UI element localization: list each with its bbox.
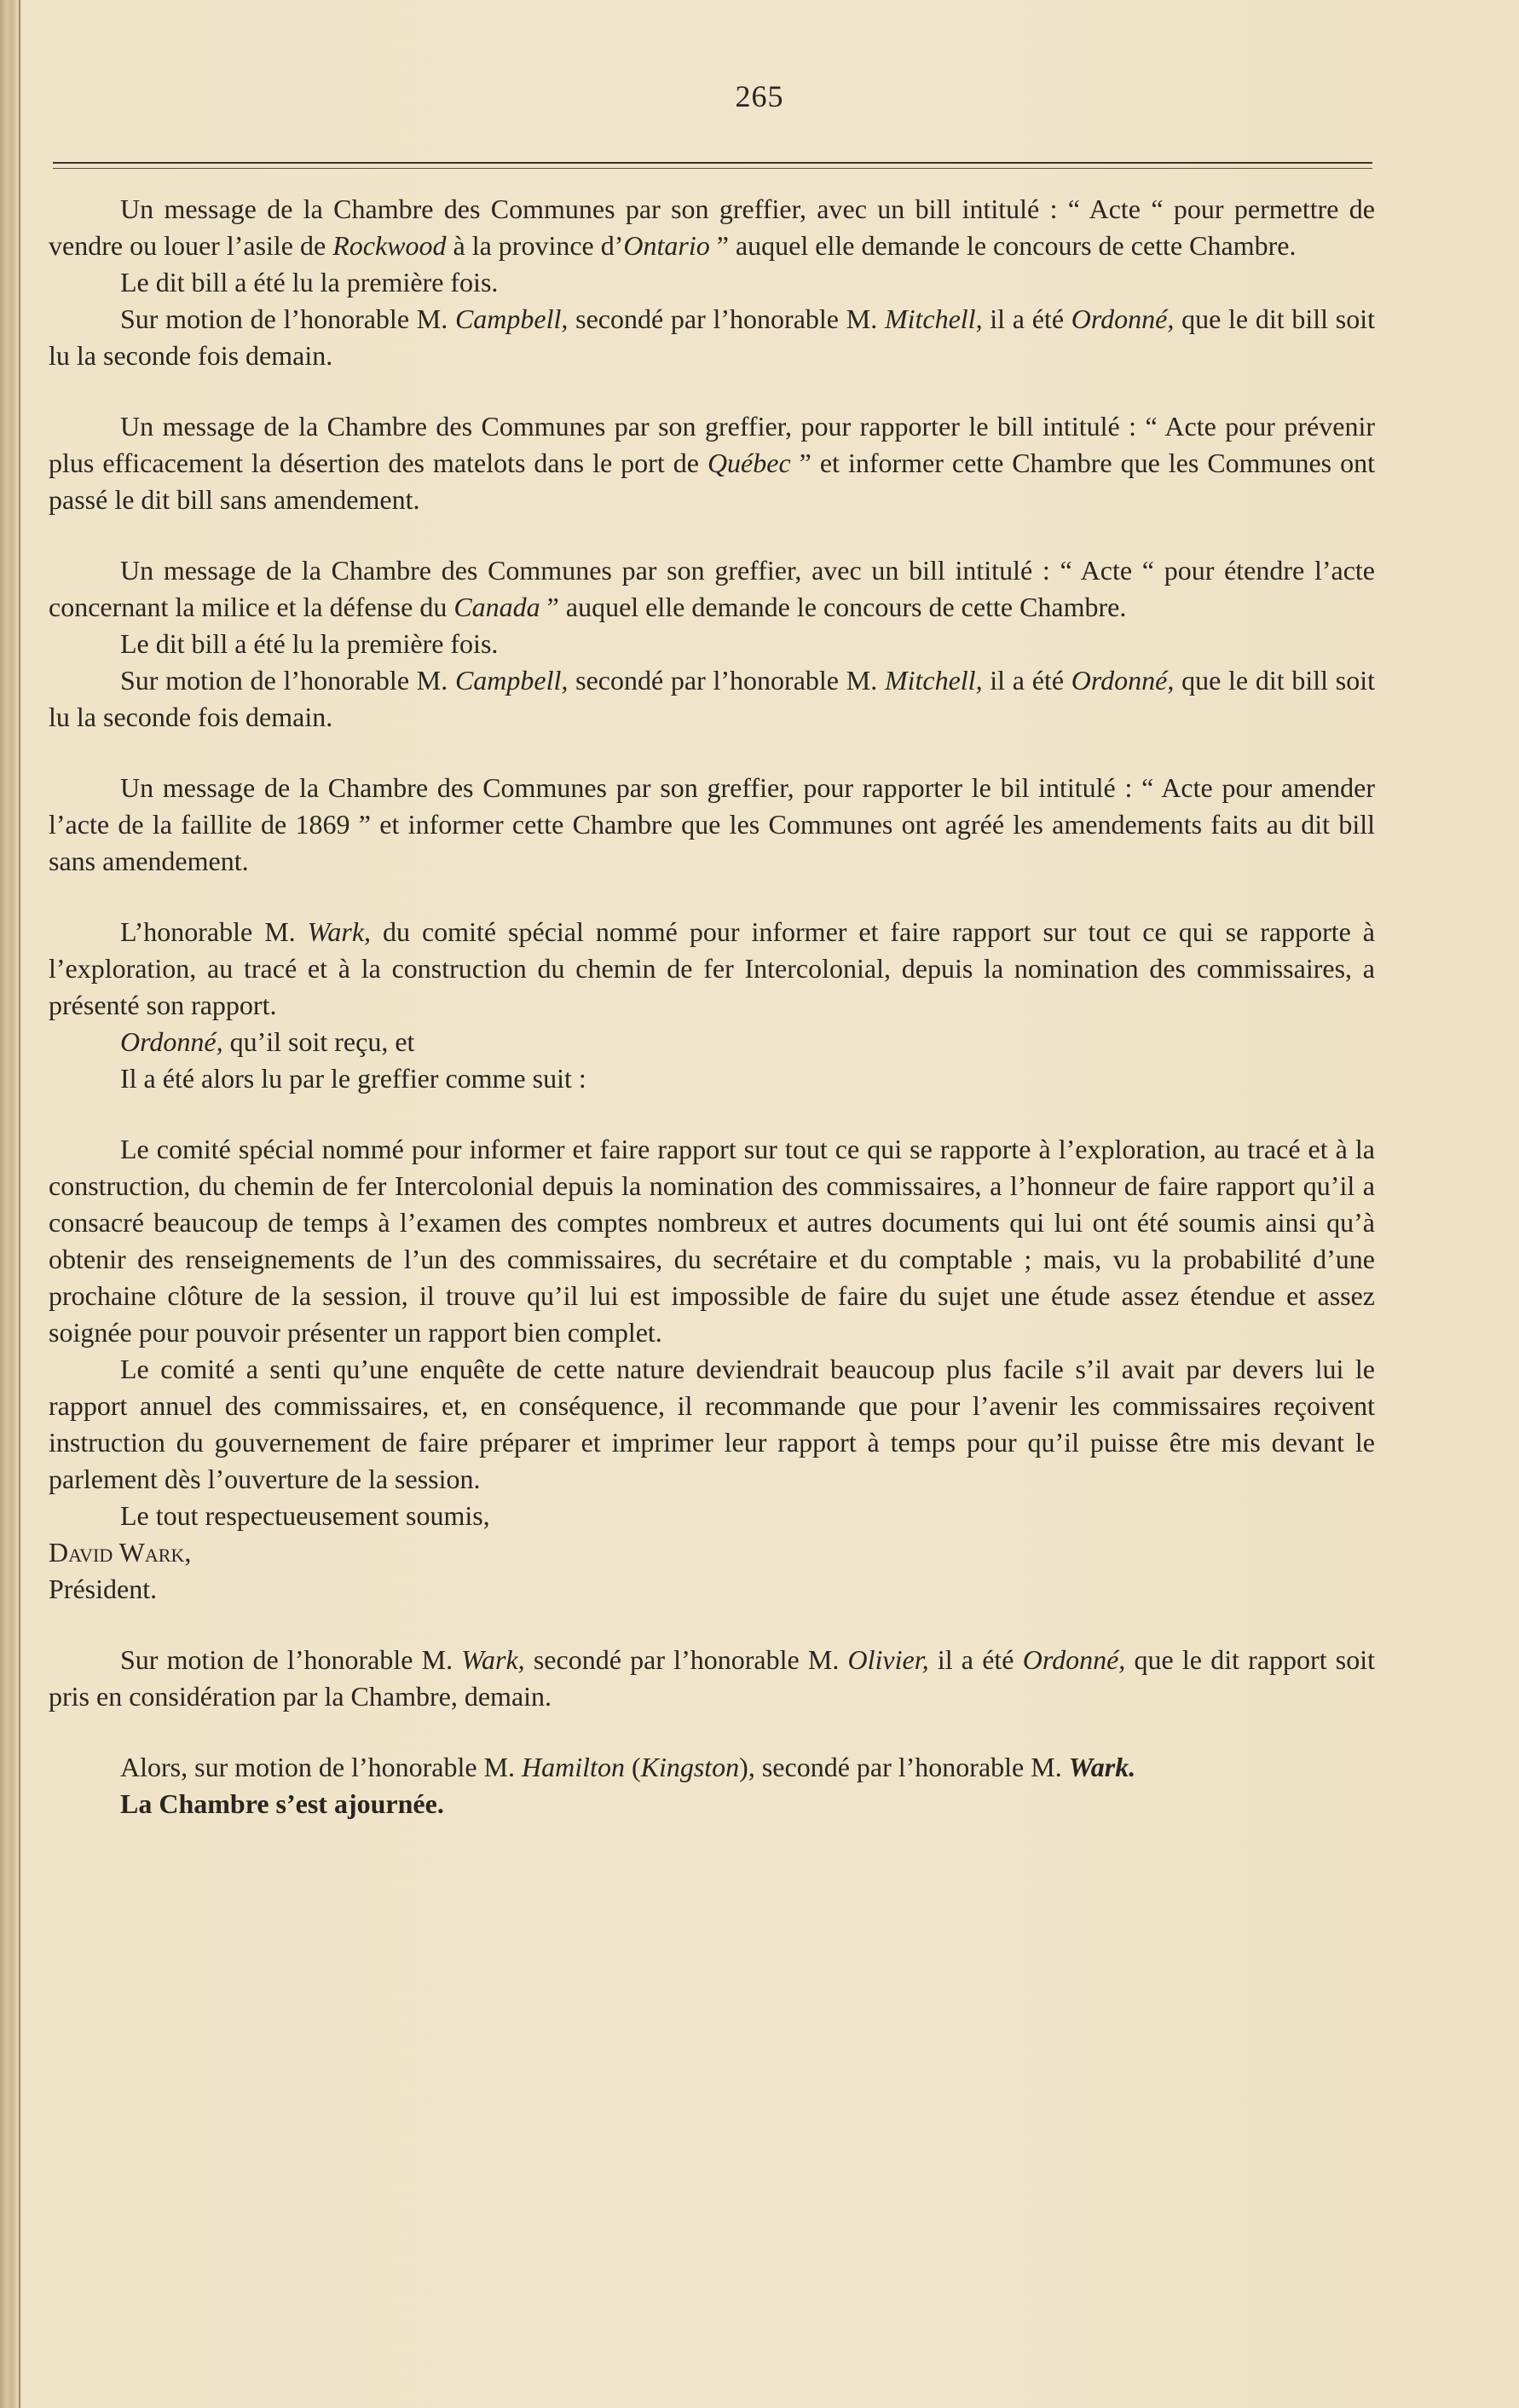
paragraph-comite-enquete: Le comité a senti qu’une enquête de cette nature deviendrait beaucoup plus facile s’il avait par devers lui le rapport annuel des commissaires, et, en conséquence, il recommande que pour l’avenir les commissaires reçoivent instruction du gouvernement de faire préparer et imprimer leur rapport à temps pour qu’il puisse être mis devant le parlement dès l’ouverture de la session. bbox=[49, 1354, 1375, 1494]
paragraph-message-faillite: Un message de la Chambre des Communes par son greffier, pour rapporter le bil intitulé : “ Acte pour amender l’acte de la faillite de 1869 ” et informer cette Chambre que les Communes ont agréé les amendements faits au dit bill sans amendement. bbox=[49, 772, 1375, 876]
paragraph-motion-hamilton: Alors, sur motion de l’honorable M. Hamilton (Kingston), secondé par l’honorable M. Wark. bbox=[120, 1752, 1136, 1782]
page-number: 265 bbox=[735, 79, 784, 113]
paragraph-lu-greffier: Il a été alors lu par le greffier comme suit : bbox=[120, 1063, 586, 1094]
paragraph-motion-wark: Sur motion de l’honorable M. Wark, secondé par l’honorable M. Olivier, il a été Ordonné, que le dit rapport soit pris en considération par la Chambre, demain. bbox=[49, 1644, 1376, 1712]
page-binding-edge bbox=[0, 0, 20, 2408]
paragraph-comite-rapport: Le comité spécial nommé pour informer et faire rapport sur tout ce qui se rapporte à l’exploration, au tracé et à la construction, du chemin de fer Intercolonial depuis la nomination des commissaires, a l’honneur de faire rapport qu’il a consacré beaucoup de temps à l’examen des comptes nombreux et autres documents qui lui ont été soumis ainsi qu’à obtenir des renseignements de l’un des commissaires, du secrétaire et du comptable ; mais, vu la probabilité d’une prochaine clôture de la session, il trouve qu’il lui est impossible de faire du sujet une étude assez étendue et assez soignée pour pouvoir présenter un rapport bien complet. bbox=[49, 1134, 1375, 1348]
paragraph-motion-campbell: Sur motion de l’honorable M. Campbell, secondé par l’honorable M. Mitchell, il a été Ordonné, que le dit bill soit lu la seconde fois demain. bbox=[49, 303, 1376, 371]
paragraph-ajournee: La Chambre s’est ajournée. bbox=[120, 1788, 444, 1819]
document-body bbox=[49, 191, 1375, 1822]
paragraph-soumis: Le tout respectueusement soumis, bbox=[120, 1500, 490, 1531]
header-rule bbox=[53, 162, 1372, 164]
paragraph-message-milice: Un message de la Chambre des Communes par son greffier, avec un bill intitulé : “ Acte “ pour étendre l’acte concernant la milice et la défense du Canada ” auquel elle demande le concours de cette Chambre. bbox=[49, 555, 1375, 622]
paragraph-message-rockwood: Un message de la Chambre des Communes par son greffier, avec un bill intitulé : “ Acte “ pour permettre de vendre ou louer l’asile de Rockwood à la province d’Ontario ” auquel elle demande le concours de cette Chambre. bbox=[49, 193, 1375, 261]
signature-name: David Wark, bbox=[49, 1537, 192, 1568]
paragraph-motion-campbell-2: Sur motion de l’honorable M. Campbell, secondé par l’honorable M. Mitchell, il a été Ordonné, que le dit bill soit lu la seconde fois demain. bbox=[49, 665, 1376, 732]
signature-title: Président. bbox=[49, 1574, 158, 1604]
header-rule-secondary bbox=[53, 168, 1372, 169]
paragraph-wark-report: L’honorable M. Wark, du comité spécial nommé pour informer et faire rapport sur tout ce qui se rapporte à l’exploration, au tracé et à la construction du chemin de fer Intercolonial, depuis la nomination des commissaires, a présenté son rapport. bbox=[49, 916, 1376, 1020]
paragraph-first-reading-2: Le dit bill a été lu la première fois. bbox=[120, 628, 499, 659]
paragraph-message-desertion: Un message de la Chambre des Communes par son greffier, pour rapporter le bill intitulé : “ Acte pour prévenir plus efficacement la désertion des matelots dans le port de Québec ” et informer cette Chambre que les Communes ont passé le dit bill sans amendement. bbox=[49, 411, 1376, 515]
paragraph-ordonne-recu: Ordonné, qu’il soit reçu, et bbox=[120, 1026, 415, 1057]
paragraph-first-reading: Le dit bill a été lu la première fois. bbox=[120, 267, 499, 297]
